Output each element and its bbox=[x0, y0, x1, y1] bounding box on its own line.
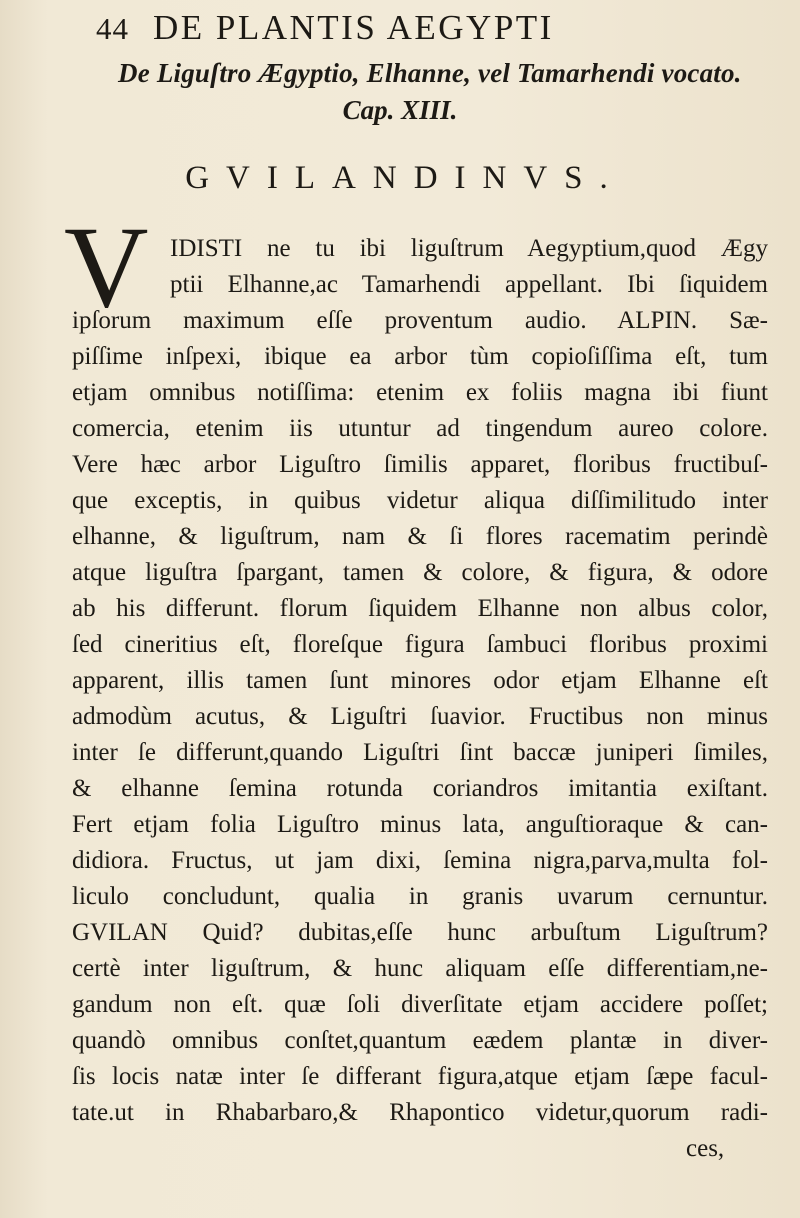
text-line: ptii Elhanne,ac Tamarhendi appellant. Ibi ſiquidem bbox=[170, 271, 768, 298]
text-line: gandum non eſt. quæ ſoli diverſitate etjam accidere poſſet; bbox=[72, 991, 768, 1018]
text-line: IDISTI ne tu ibi liguſtrum Aegyptium,quod Ægy bbox=[170, 235, 768, 262]
text-line: atque liguſtra ſpargant, tamen & colore, & figura, & odore bbox=[72, 559, 768, 586]
text-line: etjam omnibus notiſſima: etenim ex foliis magna ibi fiunt bbox=[72, 379, 768, 406]
text-line: quandò omnibus conſtet,quantum eædem plantæ in diver- bbox=[72, 1027, 768, 1054]
text-line: didiora. Fructus, ut jam dixi, ſemina nigra,parva,multa fol- bbox=[72, 847, 768, 874]
text-line: GVILAN Quid? dubitas,eſſe hunc arbuſtum Liguſtrum? bbox=[72, 919, 768, 946]
chapter-title: De Liguſtro Ægyptio, Elhanne, vel Tamarhendi vocato. bbox=[118, 58, 742, 88]
text-line: ipſorum maximum eſſe proventum audio. ALPIN. Sæ- bbox=[72, 307, 768, 334]
text-line: admodùm acutus, & Liguſtri ſuavior. Fructibus non minus bbox=[72, 703, 768, 730]
text-line: piſſime inſpexi, ibique ea arbor tùm copioſiſſima eſt, tum bbox=[72, 343, 768, 370]
chapter-label: Cap. XIII. bbox=[342, 95, 458, 125]
running-head: DE PLANTIS AEGYPTI bbox=[153, 8, 554, 47]
text-line: Vere hæc arbor Liguſtro ſimilis apparet, floribus fructibuſ- bbox=[72, 451, 768, 478]
text-line: apparent, illis tamen ſunt minores odor etjam Elhanne eſt bbox=[72, 667, 768, 694]
page-number: 44 bbox=[96, 11, 129, 46]
text-line: certè inter liguſtrum, & hunc aliquam eſſe differentiam,ne- bbox=[72, 955, 768, 982]
text-line: ab his differunt. florum ſiquidem Elhanne non albus color, bbox=[72, 595, 768, 622]
text-line: ſis locis natæ inter ſe differant figura,atque etjam ſæpe facul- bbox=[72, 1063, 768, 1090]
text-line: comercia, etenim iis utuntur ad tingendum aureo colore. bbox=[72, 415, 768, 442]
text-line: ſed cineritius eſt, floreſque figura ſambuci floribus proximi bbox=[72, 631, 768, 658]
text-line: inter ſe differunt,quando Liguſtri ſint baccæ juniperi ſimiles, bbox=[72, 739, 768, 766]
speaker-heading: GVILANDINVS. bbox=[185, 160, 625, 196]
text-line: elhanne, & liguſtrum, nam & ſi flores racematim perindè bbox=[72, 523, 768, 550]
catchword: ces, bbox=[686, 1135, 725, 1162]
text-line: que exceptis, in quibus videtur aliqua diſſimilitudo inter bbox=[72, 487, 768, 514]
text-line: liculo concludunt, qualia in granis uvarum cernuntur. bbox=[72, 883, 768, 910]
drop-cap: V bbox=[64, 203, 149, 332]
text-line: tate.ut in Rhabarbaro,& Rhapontico videtur,quorum radi- bbox=[72, 1099, 768, 1126]
page-header bbox=[96, 8, 776, 58]
text-line: & elhanne ſemina rotunda coriandros imitantia exiſtant. bbox=[72, 775, 768, 802]
text-line: Fert etjam folia Liguſtro minus lata, anguſtioraque & can- bbox=[72, 811, 768, 838]
